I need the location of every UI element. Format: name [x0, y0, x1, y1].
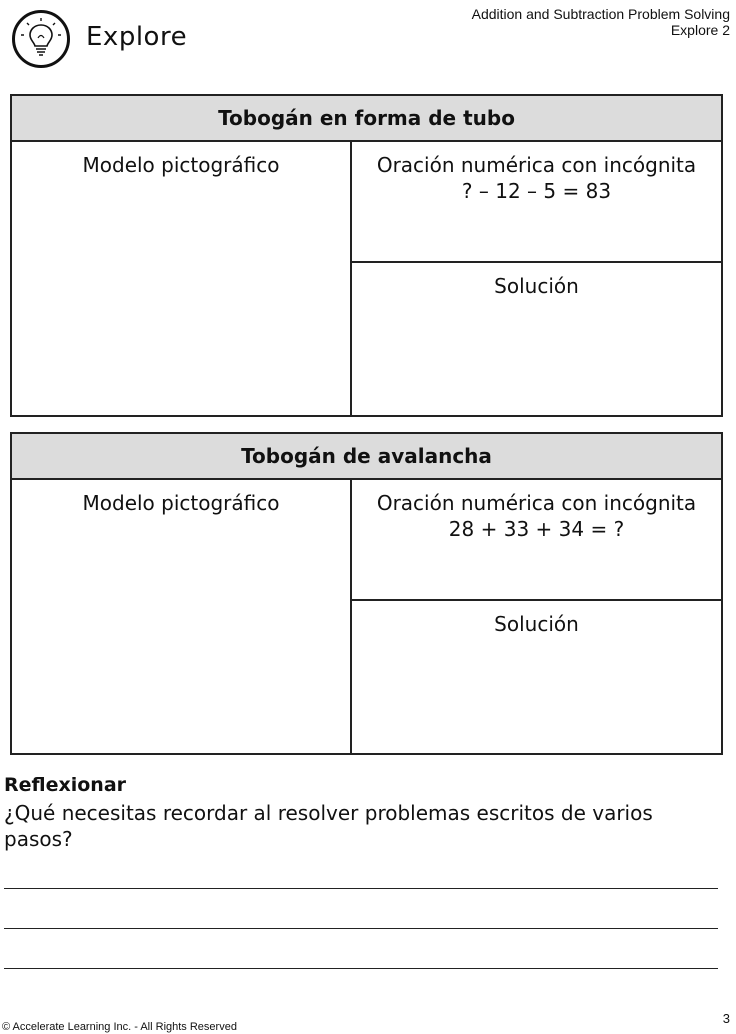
problem-section-avalanche-slide [10, 432, 723, 755]
number-sentence-area[interactable] [352, 480, 721, 601]
copyright-footer: © Accelerate Learning Inc. - All Rights Reserved [2, 1021, 237, 1033]
section-title: Tobogán de avalancha [12, 434, 721, 480]
pictorial-model-label: Modelo pictográfico [82, 491, 280, 515]
answer-line[interactable] [4, 888, 718, 889]
solution-label: Solución [494, 612, 579, 636]
solution-area[interactable] [352, 601, 721, 753]
answer-line[interactable] [4, 968, 718, 969]
pictorial-model-area[interactable] [12, 142, 352, 415]
number-sentence-area[interactable] [352, 142, 721, 263]
lightbulb-icon [12, 10, 70, 68]
section-title: Tobogán en forma de tubo [12, 96, 721, 142]
lesson-title: Addition and Subtraction Problem Solving [471, 6, 730, 22]
header-subtitle [472, 6, 730, 38]
answer-line[interactable] [4, 928, 718, 929]
page-number: 3 [722, 1011, 730, 1026]
number-sentence-label: Oración numérica con incógnita [376, 153, 697, 177]
reflect-heading: Reflexionar [4, 774, 127, 796]
equation: 28 + 33 + 34 = ? [448, 517, 625, 541]
page-title: Explore [86, 22, 188, 52]
problem-section-tube-slide [10, 94, 723, 417]
pictorial-model-label: Modelo pictográfico [82, 153, 280, 177]
number-sentence-label: Oración numérica con incógnita [376, 491, 697, 515]
solution-label: Solución [494, 274, 579, 298]
equation: ? – 12 – 5 = 83 [461, 179, 612, 203]
lesson-part: Explore 2 [670, 22, 730, 38]
reflect-question: ¿Qué necesitas recordar al resolver problemas escritos de varios pasos? [4, 801, 653, 851]
pictorial-model-area[interactable] [12, 480, 352, 753]
solution-area[interactable] [352, 263, 721, 415]
